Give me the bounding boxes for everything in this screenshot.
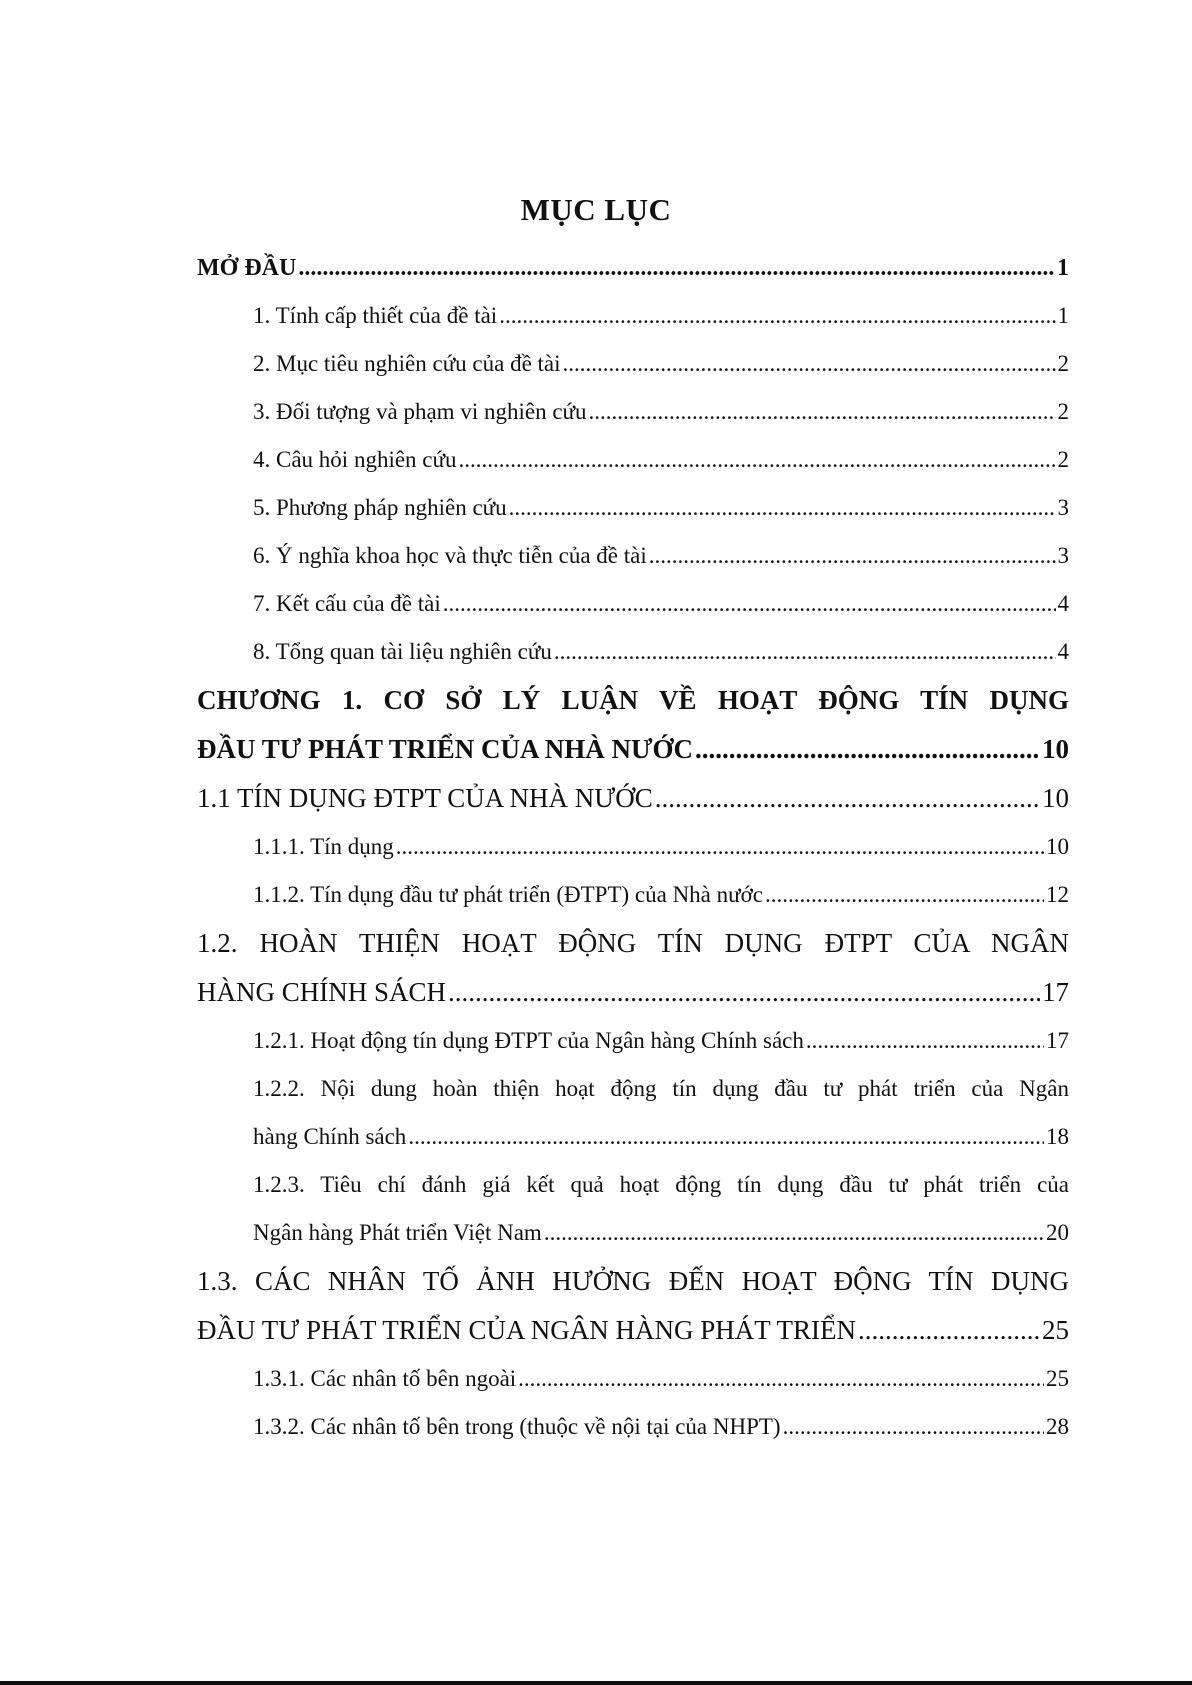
toc-page-number: 25 xyxy=(1046,1366,1069,1391)
toc-page-number: 20 xyxy=(1046,1220,1069,1245)
toc-entry-text: 1. Tính cấp thiết của đề tài xyxy=(253,303,498,328)
toc-page-number: 4 xyxy=(1057,591,1069,616)
toc-page-number: 10 xyxy=(1042,734,1069,764)
toc-entry-1-1[interactable] xyxy=(197,774,1069,823)
dot-leader xyxy=(408,1113,1044,1161)
toc-entry-text: 3. Đối tượng và phạm vi nghiên cứu xyxy=(253,399,587,424)
toc-entry-1-3-1[interactable] xyxy=(197,1355,1069,1403)
toc-entry-intro-5[interactable] xyxy=(197,484,1069,532)
dot-leader xyxy=(509,484,1056,532)
toc-entry-text: 2. Mục tiêu nghiên cứu của đề tài xyxy=(253,351,561,376)
dot-leader xyxy=(649,532,1056,580)
dot-leader xyxy=(396,823,1044,871)
toc-page-number: 17 xyxy=(1046,1028,1069,1053)
toc-entry-text: 6. Ý nghĩa khoa học và thực tiễn của đề tài xyxy=(253,543,647,568)
dot-leader xyxy=(563,340,1056,388)
toc-entry-text: 8. Tổng quan tài liệu nghiên cứu xyxy=(253,639,552,664)
dot-leader xyxy=(783,1403,1044,1451)
toc-entry-intro-1[interactable] xyxy=(197,292,1069,340)
toc-entry-intro-3[interactable] xyxy=(197,388,1069,436)
toc-entry-text-line1: 1.3. CÁC NHÂN TỐ ẢNH HƯỞNG ĐẾN HOẠT ĐỘNG TÍN DỤNG xyxy=(197,1266,1069,1296)
dot-leader xyxy=(448,968,1040,1017)
toc-entry-text-line1: 1.2. HOÀN THIỆN HOẠT ĐỘNG TÍN DỤNG ĐTPT CỦA NGÂN xyxy=(197,928,1069,958)
toc-page-number: 17 xyxy=(1042,977,1069,1007)
toc-page-number: 18 xyxy=(1046,1124,1069,1149)
toc-entry-intro-8[interactable] xyxy=(197,628,1069,676)
dot-leader xyxy=(695,725,1040,774)
toc-entry-1-1-2[interactable] xyxy=(197,871,1069,919)
toc-entry-intro-2[interactable] xyxy=(197,340,1069,388)
toc-entry-text: 1.1.1. Tín dụng xyxy=(253,834,394,859)
toc-entry-1-2-1[interactable] xyxy=(197,1017,1069,1065)
dot-leader xyxy=(589,388,1056,436)
dot-leader xyxy=(443,580,1056,628)
toc-entry-text-line2: ĐẦU TƯ PHÁT TRIỂN CỦA NGÂN HÀNG PHÁT TRIỂN xyxy=(197,1315,856,1345)
toc-entry-1-3-2[interactable] xyxy=(197,1403,1069,1451)
toc-entry-text-line1: 1.2.2. Nội dung hoàn thiện hoạt động tín dụng đầu tư phát triển của Ngân xyxy=(253,1076,1069,1101)
toc-entry-mo-dau[interactable] xyxy=(197,244,1069,292)
toc-entry-text-line2: ĐẦU TƯ PHÁT TRIỂN CỦA NHÀ NƯỚC xyxy=(197,734,694,764)
toc-page-number: 3 xyxy=(1057,495,1069,520)
toc-entry-1-2-3[interactable] xyxy=(197,1161,1069,1257)
toc-entry-intro-4[interactable] xyxy=(197,436,1069,484)
dot-leader xyxy=(858,1306,1040,1355)
dot-leader xyxy=(544,1209,1044,1257)
toc-entry-text: MỞ ĐẦU xyxy=(197,255,297,281)
toc-entry-text-line2: hàng Chính sách xyxy=(253,1124,407,1149)
toc-entry-text-line1: CHƯƠNG 1. CƠ SỞ LÝ LUẬN VỀ HOẠT ĐỘNG TÍN DỤNG xyxy=(197,685,1069,715)
toc-entry-text-line2: Ngân hàng Phát triển Việt Nam xyxy=(253,1220,542,1245)
toc-page-number: 2 xyxy=(1057,447,1069,472)
toc-entry-intro-6[interactable] xyxy=(197,532,1069,580)
toc-entry-text: 1.2.1. Hoạt động tín dụng ĐTPT của Ngân hàng Chính sách xyxy=(253,1028,804,1053)
page-title: MỤC LỤC xyxy=(520,192,672,227)
dot-leader xyxy=(806,1017,1044,1065)
toc-page-number: 1 xyxy=(1057,255,1069,281)
dot-leader xyxy=(765,871,1044,919)
dot-leader xyxy=(458,436,1055,484)
toc-entry-1-3[interactable] xyxy=(197,1257,1069,1355)
toc-page-number: 25 xyxy=(1042,1315,1069,1345)
toc-entry-1-2[interactable] xyxy=(197,919,1069,1017)
toc-entry-text: 1.1 TÍN DỤNG ĐTPT CỦA NHÀ NƯỚC xyxy=(197,783,653,813)
toc-entry-1-1-1[interactable] xyxy=(197,823,1069,871)
toc-entry-text: 5. Phương pháp nghiên cứu xyxy=(253,495,507,520)
toc-page-number: 3 xyxy=(1057,543,1069,568)
toc-page-number: 12 xyxy=(1046,882,1069,907)
toc-entry-chapter-1[interactable] xyxy=(197,676,1069,774)
dot-leader xyxy=(554,628,1056,676)
toc-entry-text: 1.3.1. Các nhân tố bên ngoài xyxy=(253,1366,517,1391)
toc-entry-text: 1.1.2. Tín dụng đầu tư phát triển (ĐTPT) của Nhà nước xyxy=(253,882,763,907)
toc-page-number: 10 xyxy=(1042,783,1069,813)
dot-leader xyxy=(499,292,1055,340)
dot-leader xyxy=(518,1355,1044,1403)
toc-entry-text-line2: HÀNG CHÍNH SÁCH xyxy=(197,977,447,1007)
toc-page-number: 28 xyxy=(1046,1414,1069,1439)
page-bottom-border xyxy=(0,1681,1192,1685)
table-of-contents xyxy=(197,244,1069,1451)
toc-page-number: 1 xyxy=(1057,303,1069,328)
dot-leader xyxy=(298,244,1055,292)
toc-entry-intro-7[interactable] xyxy=(197,580,1069,628)
toc-page-number: 4 xyxy=(1057,639,1069,664)
toc-entry-1-2-2[interactable] xyxy=(197,1065,1069,1161)
toc-entry-text: 1.3.2. Các nhân tố bên trong (thuộc về nội tại của NHPT) xyxy=(253,1414,781,1439)
toc-entry-text-line1: 1.2.3. Tiêu chí đánh giá kết quả hoạt động tín dụng đầu tư phát triển của xyxy=(253,1172,1069,1197)
toc-page-number: 2 xyxy=(1057,351,1069,376)
dot-leader xyxy=(655,774,1040,823)
toc-entry-text: 7. Kết cấu của đề tài xyxy=(253,591,441,616)
toc-page-number: 2 xyxy=(1057,399,1069,424)
toc-page-number: 10 xyxy=(1046,834,1069,859)
toc-entry-text: 4. Câu hỏi nghiên cứu xyxy=(253,447,457,472)
